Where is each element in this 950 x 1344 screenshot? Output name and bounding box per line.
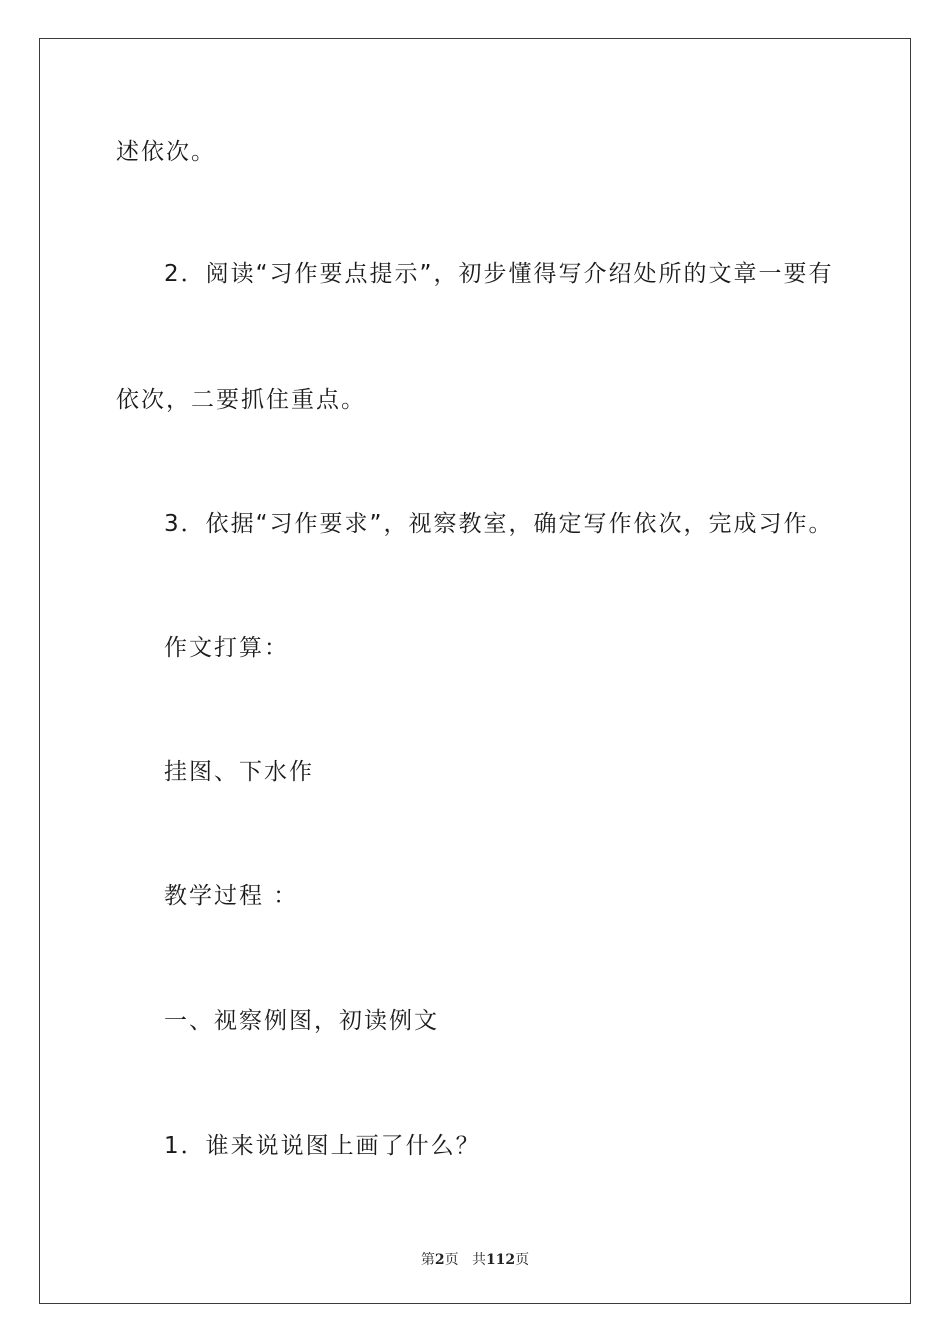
- footer-total-suffix: 页: [515, 1252, 530, 1268]
- paragraph-line-2: 2．阅读“习作要点提示”，初步懂得写介绍处所的文章一要有: [164, 261, 834, 287]
- paragraph-line-9: 1．谁来说说图上画了什么？: [164, 1133, 481, 1159]
- footer-page-prefix: 第: [420, 1252, 435, 1268]
- paragraph-line-4: 3．依据“习作要求”，视察教室，确定写作依次，完成习作。: [164, 511, 834, 537]
- paragraph-line-3: 依次，二要抓住重点。: [116, 387, 366, 413]
- section-heading: 一、视察例图，初读例文: [164, 1008, 439, 1034]
- paragraph-line-5: 作文打算：: [164, 635, 289, 661]
- footer-total-prefix: 共: [471, 1252, 486, 1268]
- paragraph-line-1: 述依次。: [116, 139, 216, 165]
- page-border: [39, 38, 911, 1304]
- paragraph-line-6: 挂图、下水作: [164, 759, 314, 785]
- paragraph-line-7: 教学过程 ：: [164, 883, 299, 909]
- page-footer: [0, 1249, 950, 1269]
- footer-page-number: 2: [434, 1252, 445, 1268]
- footer-total-pages: 112: [485, 1252, 516, 1268]
- footer-page-suffix: 页: [444, 1252, 459, 1268]
